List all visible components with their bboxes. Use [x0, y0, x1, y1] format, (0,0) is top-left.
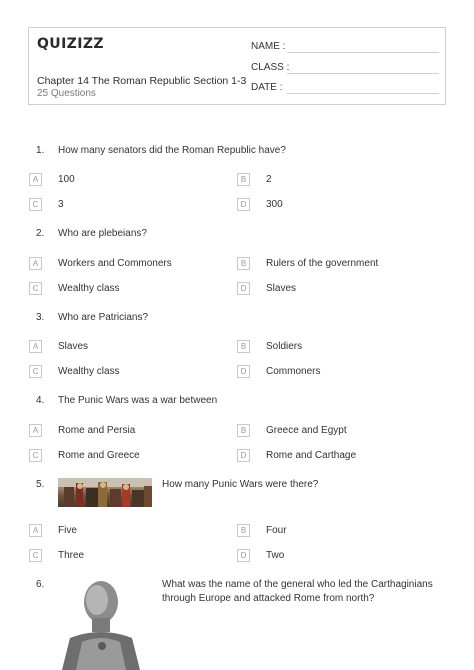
option-a-box[interactable]: A: [29, 340, 42, 353]
name-label: NAME :: [251, 41, 286, 52]
option-c-text: Wealthy class: [58, 283, 120, 294]
option-a-text: 100: [58, 174, 75, 185]
question-count: 25 Questions: [37, 88, 96, 99]
option-c-box[interactable]: C: [29, 549, 42, 562]
option-a-text: Workers and Commoners: [58, 258, 172, 269]
option-c-text: Wealthy class: [58, 366, 120, 377]
option-c-box[interactable]: C: [29, 198, 42, 211]
question-number: 5.: [36, 479, 45, 490]
date-label: DATE :: [251, 82, 283, 93]
worksheet-title: Chapter 14 The Roman Republic Section 1-3: [37, 75, 247, 87]
option-d-box[interactable]: D: [237, 449, 250, 462]
option-d-box[interactable]: D: [237, 365, 250, 378]
quizizz-logo: QUIZIZZ: [37, 36, 104, 52]
option-b-box[interactable]: B: [237, 257, 250, 270]
option-c-text: Rome and Greece: [58, 450, 140, 461]
option-d-box[interactable]: D: [237, 549, 250, 562]
question-number: 6.: [36, 579, 45, 590]
question-number: 2.: [36, 228, 45, 239]
question-text: Who are Patricians?: [58, 312, 149, 323]
option-d-text: Rome and Carthage: [266, 450, 357, 461]
option-a-box[interactable]: A: [29, 173, 42, 186]
question-number: 1.: [36, 145, 45, 156]
option-d-box[interactable]: D: [237, 198, 250, 211]
option-b-text: Soldiers: [266, 341, 303, 352]
option-a-box[interactable]: A: [29, 424, 42, 437]
worksheet-header: [28, 27, 446, 105]
option-a-box[interactable]: A: [29, 524, 42, 537]
option-c-text: 3: [58, 199, 64, 210]
option-a-text: Five: [58, 525, 77, 536]
question-number: 3.: [36, 312, 45, 323]
class-line[interactable]: [287, 73, 439, 74]
option-b-box[interactable]: B: [237, 524, 250, 537]
option-d-text: Two: [266, 550, 285, 561]
question-text-line-2: through Europe and attacked Rome from north?: [162, 593, 375, 604]
option-c-box[interactable]: C: [29, 449, 42, 462]
option-b-box[interactable]: B: [237, 173, 250, 186]
option-d-box[interactable]: D: [237, 282, 250, 295]
battle-painting-image: [58, 478, 152, 507]
option-b-text: Greece and Egypt: [266, 425, 347, 436]
option-a-text: Rome and Persia: [58, 425, 136, 436]
option-a-text: Slaves: [58, 341, 89, 352]
question-text: How many senators did the Roman Republic have?: [58, 145, 286, 156]
question-text: How many Punic Wars were there?: [162, 479, 319, 490]
name-line[interactable]: [287, 52, 439, 53]
option-b-text: Rulers of the government: [266, 258, 379, 269]
option-d-text: Commoners: [266, 366, 321, 377]
option-b-text: Four: [266, 525, 287, 536]
date-line[interactable]: [287, 93, 439, 94]
battle-painting-graphic: [58, 478, 152, 507]
option-b-box[interactable]: B: [237, 424, 250, 437]
option-b-box[interactable]: B: [237, 340, 250, 353]
question-text: Who are plebeians?: [58, 228, 147, 239]
option-c-text: Three: [58, 550, 85, 561]
bust-graphic: [52, 576, 150, 670]
option-c-box[interactable]: C: [29, 365, 42, 378]
class-label: CLASS :: [251, 62, 290, 73]
question-number: 4.: [36, 395, 45, 406]
option-b-text: 2: [266, 174, 272, 185]
option-a-box[interactable]: A: [29, 257, 42, 270]
question-text-line-1: What was the name of the general who led the Carthaginians: [162, 579, 433, 590]
option-c-box[interactable]: C: [29, 282, 42, 295]
option-d-text: Slaves: [266, 283, 297, 294]
option-d-text: 300: [266, 199, 283, 210]
hannibal-bust-image: [52, 576, 150, 670]
question-text: The Punic Wars was a war between: [58, 395, 218, 406]
